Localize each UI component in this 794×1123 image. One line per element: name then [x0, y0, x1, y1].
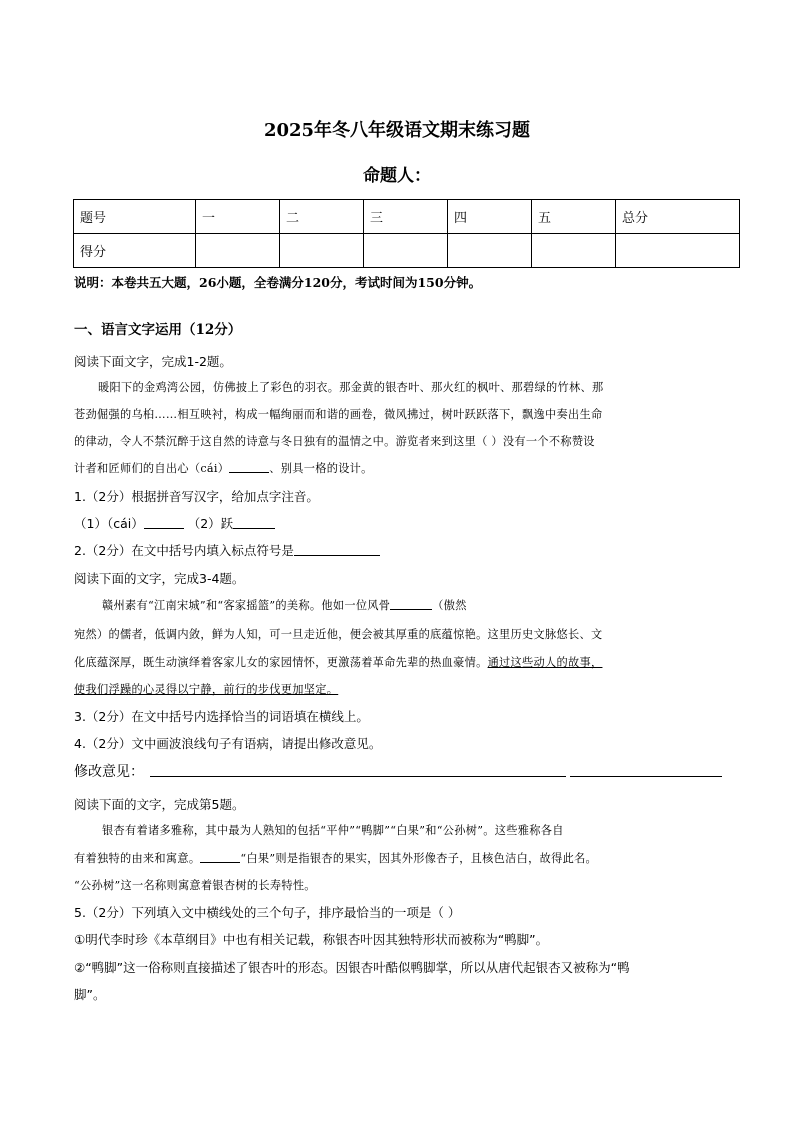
score-input-cell[interactable]	[364, 234, 448, 268]
section-heading: 一、语言文字运用（12分）	[74, 322, 242, 338]
page-title: 2025年冬八年级语文期末练习题	[263, 120, 531, 141]
score-input-cell[interactable]	[196, 234, 280, 268]
score-cell: 五	[532, 200, 616, 234]
q5-option-2-cont: 脚”。	[74, 987, 106, 1002]
score-cell: 三	[364, 200, 448, 234]
question-2	[74, 541, 380, 559]
wavy-sentence: 通过这些动人的故事，	[487, 656, 603, 669]
answer-blank[interactable]	[233, 516, 275, 529]
q5-option-2: ②“鸭脚”这一俗称则直接描述了银杏叶的形态。因银杏叶酷似鸭脚掌，所以从唐代起银杏又被称为“鸭	[74, 960, 630, 975]
question-2-text: 2.（2分）在文中括号内填入标点符号是	[74, 543, 294, 558]
answer-blank[interactable]	[390, 597, 432, 610]
revise-answer-line[interactable]	[150, 776, 566, 777]
score-input-cell[interactable]	[532, 234, 616, 268]
score-table-header-row	[74, 200, 740, 234]
score-input-cell[interactable]	[448, 234, 532, 268]
passage-line	[74, 460, 722, 476]
passage-line	[74, 597, 722, 613]
score-table-score-row	[74, 234, 740, 268]
reading-instruction: 阅读下面文字，完成1-2题。	[74, 354, 232, 369]
revise-answer-line[interactable]	[570, 776, 722, 777]
wavy-sentence: 使我们浮躁的心灵得以宁静，前行的步伐更加坚定。	[74, 683, 339, 696]
passage-text: （傲然	[432, 599, 467, 612]
score-cell: 总分	[616, 200, 740, 234]
passage-line: 暖阳下的金鸡湾公园，仿佛披上了彩色的羽衣。那金黄的银杏叶、那火红的枫叶、那碧绿的竹林、那	[98, 381, 604, 394]
passage-line: 的律动，令人不禁沉醉于这自然的诗意与冬日独有的温情之中。游览者来到这里（ ）没有一个不称赞设	[74, 435, 595, 448]
revise-label: 修改意见：	[74, 764, 144, 780]
score-cell: 二	[280, 200, 364, 234]
score-cell: 四	[448, 200, 532, 234]
score-cell: 得分	[74, 234, 196, 268]
score-input-cell[interactable]	[280, 234, 364, 268]
passage-line: 苍劲倔强的乌桕……相互映衬，构成一幅绚丽而和谐的画卷，微风拂过，树叶跃跃落下，飘逸中奏出生命	[74, 408, 603, 421]
passage-text: 计者和匠师们的自出心（cái）	[74, 462, 230, 475]
passage-text: 化底蕴深厚，既生动演绎着客家儿女的家园情怀，更激荡着革命先辈的热血豪情。	[74, 656, 488, 669]
passage-text: 有着独特的由来和寓意。	[74, 852, 201, 865]
passage-text: 、别具一格的设计。	[269, 462, 373, 475]
answer-blank[interactable]	[294, 543, 380, 556]
answer-blank[interactable]	[144, 516, 184, 529]
reading-instruction: 阅读下面的文字，完成第5题。	[74, 797, 245, 812]
passage-text: 赣州素有“江南宋城”和“客家摇篮”的美称。他如一位风骨	[102, 599, 391, 612]
score-input-cell[interactable]	[616, 234, 740, 268]
passage-line: “公孙树”这一名称则寓意着银杏树的长寿特性。	[74, 879, 316, 892]
score-cell: 一	[196, 200, 280, 234]
question-4: 4.（2分）文中画波浪线句子有语病，请提出修改意见。	[74, 736, 382, 751]
answer-blank[interactable]	[229, 460, 269, 473]
score-table	[73, 199, 740, 268]
question-3: 3.（2分）在文中括号内选择恰当的词语填在横线上。	[74, 709, 369, 724]
exam-note: 说明：本卷共五大题，26小题，全卷满分120分，考试时间为150分钟。	[74, 275, 482, 290]
passage-line	[74, 654, 722, 670]
answer-blank[interactable]	[200, 850, 240, 863]
q5-option-1: ①明代李时珍《本草纲目》中也有相关记载，称银杏叶因其独特形状而被称为“鸭脚”。	[74, 932, 549, 947]
question-5: 5.（2分）下列填入文中横线处的三个句子，排序最恰当的一项是（ ）	[74, 905, 461, 920]
author-label: 命题人：	[363, 166, 431, 186]
q1-item-b: （2）跃	[187, 516, 234, 531]
score-cell: 题号	[74, 200, 196, 234]
passage-line: 宛然）的儒者，低调内敛，鲜为人知，可一旦走近他，便会被其厚重的底蕴惊艳。这里历史文脉悠长、文	[74, 628, 603, 641]
question-1: 1.（2分）根据拼音写汉字，给加点字注音。	[74, 489, 319, 504]
reading-instruction: 阅读下面的文字，完成3-4题。	[74, 571, 245, 586]
passage-text: “白果”则是指银杏的果实，因其外形像杏子，且核色洁白，故得此名。	[240, 852, 598, 865]
passage-line	[74, 850, 722, 866]
q1-item-a: （1）（cái）	[74, 516, 144, 531]
passage-line	[74, 681, 722, 697]
question-1-items	[74, 514, 275, 532]
passage-line: 银杏有着诸多雅称，其中最为人熟知的包括“平仲”“鸭脚”“白果”和“公孙树”。这些雅称各自	[102, 824, 564, 837]
